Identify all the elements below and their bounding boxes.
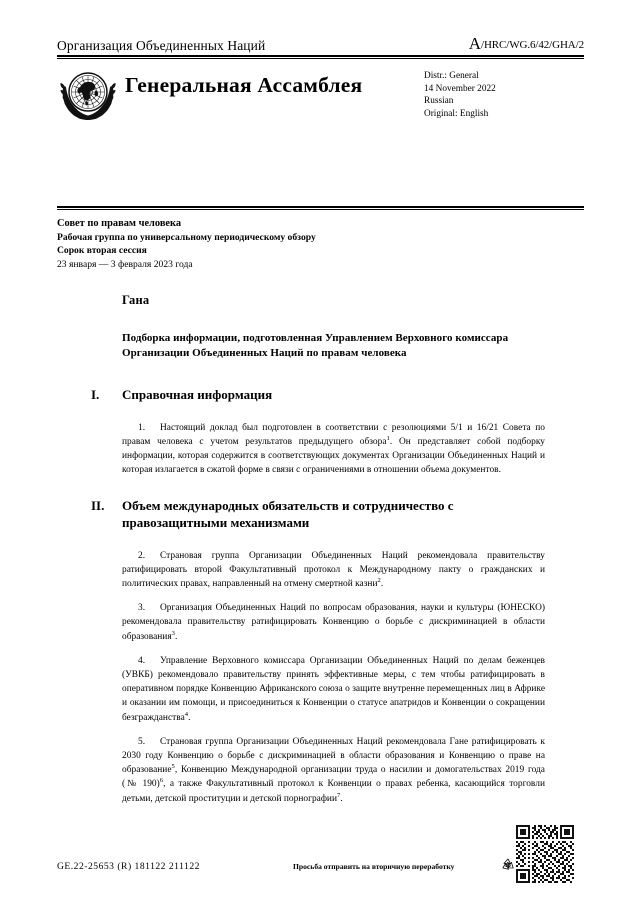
paragraph-4-number: 4.	[138, 655, 146, 666]
paragraph-1-text-after: . Он представляет собой подборку информации, которая содержится в соответствующих документах Организации Объединенных Наций и которая излагается в сжатой форме в связи с ограничениями в отношении объема документов.	[122, 436, 545, 476]
session-dates: 23 января — 3 февраля 2023 года	[57, 258, 193, 270]
paragraph-3-text-after: .	[175, 631, 178, 642]
paragraph-3	[122, 601, 545, 644]
paragraph-2-text: Страновая группа Организации Объединенных Наций рекомендовала правительству ратифицировать второй Факультативный протокол к Международному пакту о гражданских и политических правах, направленный на отмену смертной казни	[122, 550, 545, 589]
paragraph-5-text-after: , Конвенцию Международной организации труда о насилии и домогательствах 2019 года (№ 190)	[122, 765, 545, 790]
document-body	[91, 293, 545, 816]
distribution-block	[424, 70, 496, 120]
distr-date: 14 November 2022	[424, 83, 496, 94]
section-2-heading	[91, 497, 545, 532]
section-2	[91, 497, 545, 806]
session-number: Сорок вторая сессия	[57, 245, 147, 257]
paragraph-5-text-after-2: , а также Факультативный протокол к Конвенции о правах ребенка, касающийся торговли детьми, детской проституции и детской порнографии	[122, 779, 545, 804]
document-symbol	[469, 35, 584, 52]
paragraph-3-text: Организация Объединенных Наций по вопросам образования, науки и культуры (ЮНЕСКО) рекомендовала правительству ратифицировать Конвенцию о борьбе с дискриминацией в области образования	[122, 603, 545, 642]
qr-code	[516, 825, 574, 883]
council-name: Совет по правам человека	[57, 218, 182, 229]
footnote-ref-2: 2	[377, 576, 381, 584]
section-1-number: I.	[91, 387, 100, 403]
section-1-title: Справочная информация	[122, 387, 273, 403]
compilation-title: Подборка информации, подготовленная Управлением Верховного комиссара Организации Объединенных Наций по правам человека	[122, 332, 509, 359]
section-1-heading	[91, 386, 545, 404]
paragraph-5-text-after-3: .	[340, 793, 343, 804]
distr-language: Russian	[424, 96, 454, 107]
document-symbol-rest: /HRC/WG.6/42/GHA/2	[480, 39, 584, 51]
footnote-ref-5: 5	[171, 763, 175, 771]
council-block	[57, 217, 477, 271]
paragraph-1-text: Настоящий доклад был подготовлен в соответствии с резолюциями 5/1 и 16/21 Совета по правам человека с учетом результатов предыдущего обзора	[122, 422, 545, 447]
paragraph-2	[122, 549, 545, 592]
footnote-ref-4: 4	[184, 710, 189, 718]
document-symbol-letter: A	[468, 34, 481, 53]
footnote-ref-1: 1	[386, 434, 390, 442]
section-divider	[57, 206, 584, 210]
paragraph-5-text: Страновая группа Организации Объединенных Наций рекомендовала Гане ратифицировать к 2030 году Конвенцию о борьбе с дискриминацией в области образования и Конвенцию о праве на образование	[122, 736, 545, 776]
section-1	[91, 386, 545, 477]
footnote-ref-7: 7	[337, 791, 341, 799]
paragraph-4-text-after: .	[188, 712, 191, 723]
ge-document-code: GE.22-25653 (R) 181122 211122	[57, 861, 200, 872]
paragraph-5	[122, 735, 545, 806]
recycle-note: Просьба отправить на вторичную переработку	[293, 862, 455, 871]
general-assembly-title: Генеральная Ассамблея	[125, 73, 363, 98]
paragraph-1	[122, 421, 545, 478]
paragraph-2-number: 2.	[138, 550, 146, 561]
organization-name: Организация Объединенных Наций	[57, 37, 266, 53]
footnote-ref-6: 6	[159, 777, 164, 785]
masthead	[57, 30, 584, 126]
page-footer	[57, 855, 584, 895]
distr-general: Distr.: General	[424, 71, 479, 82]
paragraph-5-number: 5.	[138, 736, 146, 747]
masthead-bottom-row	[57, 66, 584, 126]
paragraph-4	[122, 654, 545, 725]
working-group-name: Рабочая группа по универсальному периодическому обзору	[57, 231, 316, 243]
paragraph-4-text: Управление Верховного комиссара Организации Объединенных Наций по делам беженцев (УВКБ) рекомендовало правительству принять эффективные меры, с тем чтобы ратифицировать в оперативном порядке Конвенцию Африканского союза о защите внутренне перемещенных лиц в Африке и оказании им помощи, и присоединиться к Конвенции о статусе апатридов и Конвенции о сокращении безгражданства	[122, 655, 545, 723]
paragraph-1-number: 1.	[138, 422, 146, 433]
un-emblem	[57, 68, 119, 124]
section-2-title: Объем международных обязательств и сотрудничество с правозащитными механизмами	[122, 497, 454, 530]
country-title: Гана	[122, 293, 150, 307]
paragraph-2-text-after: .	[380, 578, 384, 589]
recycle-icon	[500, 857, 516, 873]
distr-original: Original: English	[424, 108, 489, 119]
footnote-ref-3: 3	[171, 629, 175, 637]
paragraph-3-number: 3.	[138, 603, 146, 614]
masthead-top-row	[57, 30, 584, 52]
section-2-number: II.	[91, 497, 105, 513]
masthead-divider	[57, 55, 584, 59]
